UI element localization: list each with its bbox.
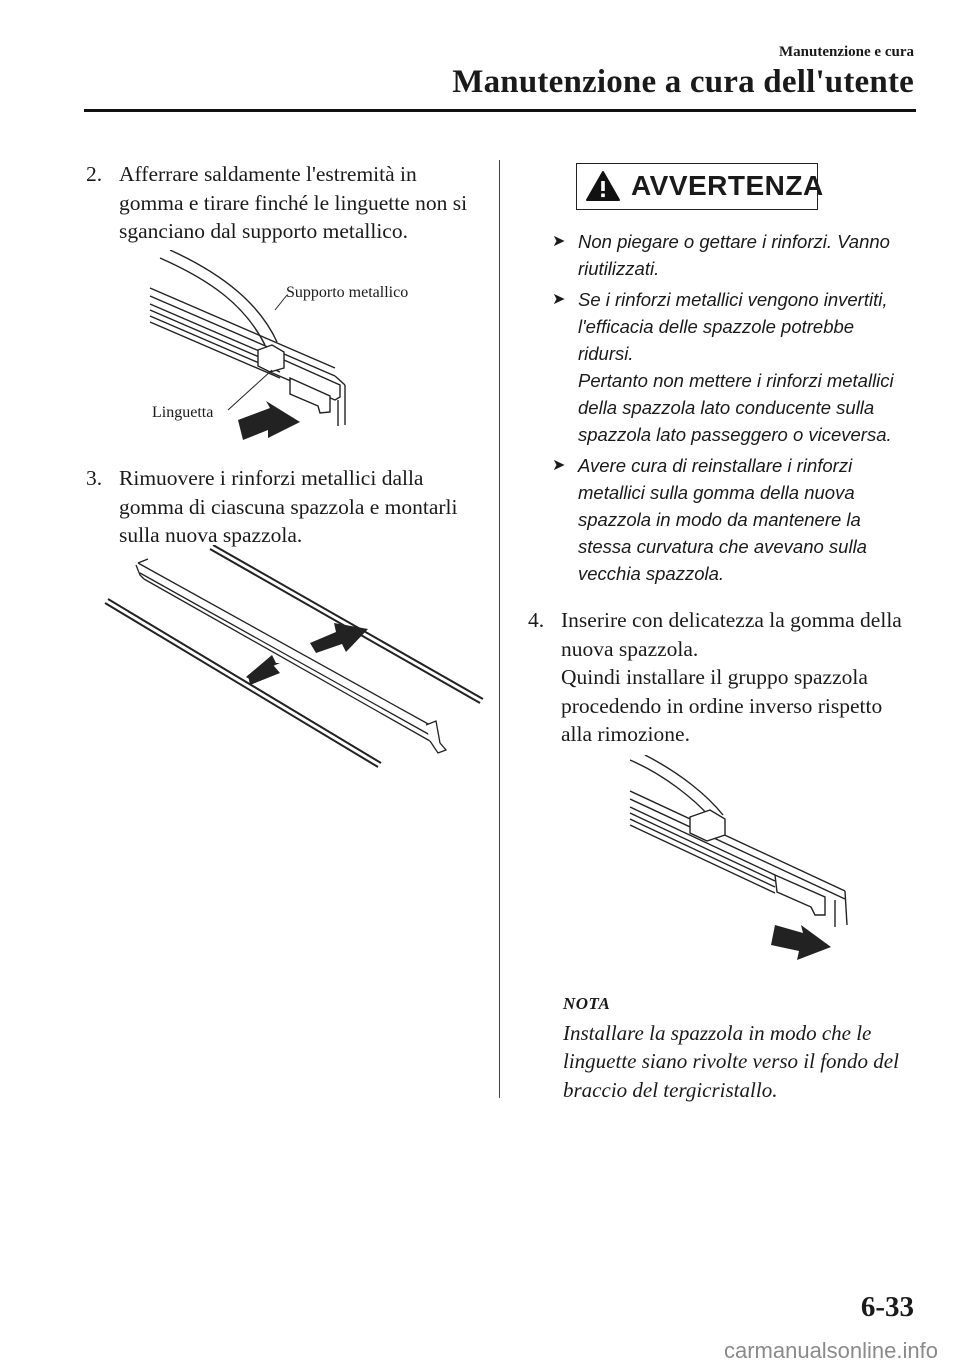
note-text: Installare la spazzola in modo che le linguette siano rivolte verso il fondo del braccio del tergicristallo.: [563, 1020, 899, 1102]
arrow-bullet-icon: ➤: [552, 457, 566, 474]
warning-title: AVVERTENZA: [631, 170, 824, 201]
warning-item-continuation: Pertanto non mettere i rinforzi metallici della spazzola lato conducente sulla spazzola lato passeggero o viceversa.: [578, 370, 894, 445]
step-2-number: 2.: [86, 162, 103, 186]
section-label: Manutenzione e cura: [779, 44, 914, 60]
reinforcements-figure: [100, 545, 490, 775]
step-2-text: Afferrare saldamente l'estremità in gomma e tirare finché le linguette non si sganciano dal supporto metallico.: [119, 162, 468, 243]
step-2: [86, 160, 481, 246]
column-divider: [499, 160, 500, 1098]
step-4-text-2: Quindi installare il gruppo spazzola procedendo in ordine inverso rispetto alla rimozione.: [561, 665, 883, 746]
warning-list: [552, 228, 912, 591]
header-rule: [84, 109, 916, 112]
label-tab: Linguetta: [152, 404, 214, 421]
label-support: Supporto metallico: [286, 284, 409, 301]
step-4-text-1: Inserire con delicatezza la gomma della nuova spazzola.: [561, 608, 902, 661]
step-3: [86, 464, 486, 550]
step-3-number: 3.: [86, 466, 103, 490]
arrow-bullet-icon: ➤: [552, 291, 566, 308]
watermark: carmanualsonline.info: [723, 1338, 938, 1363]
step-4: [528, 606, 918, 749]
step-4-number: 4.: [528, 608, 545, 632]
page-number: 6-33: [860, 1291, 914, 1323]
warning-item: ➤ Non piegare o gettare i rinforzi. Vanno riutilizzati.: [552, 228, 912, 282]
blade-install-figure: [625, 755, 855, 975]
warning-icon: [585, 170, 621, 202]
note-block: [563, 990, 913, 1104]
step-3-text: Rimuovere i rinforzi metallici dalla gomma di ciascuna spazzola e montarli sulla nuova spazzola.: [119, 466, 458, 547]
warning-item: ➤ Avere cura di reinstallare i rinforzi metallici sulla gomma della nuova spazzola in modo da mantenere la stessa curvatura che avevano sulla vecchia spazzola.: [552, 452, 912, 587]
page-title: Manutenzione a cura dell'utente: [452, 64, 914, 100]
note-title: NOTA: [563, 994, 611, 1013]
arrow-bullet-icon: ➤: [552, 233, 566, 250]
warning-box: [576, 163, 824, 210]
warning-item: ➤ Se i rinforzi metallici vengono invertiti, l'efficacia delle spazzole potrebbe ridursi. Pertanto non mettere i rinforzi metallici della spazzola lato conducente sulla spazzola lato passeggero o viceversa.: [552, 286, 912, 448]
